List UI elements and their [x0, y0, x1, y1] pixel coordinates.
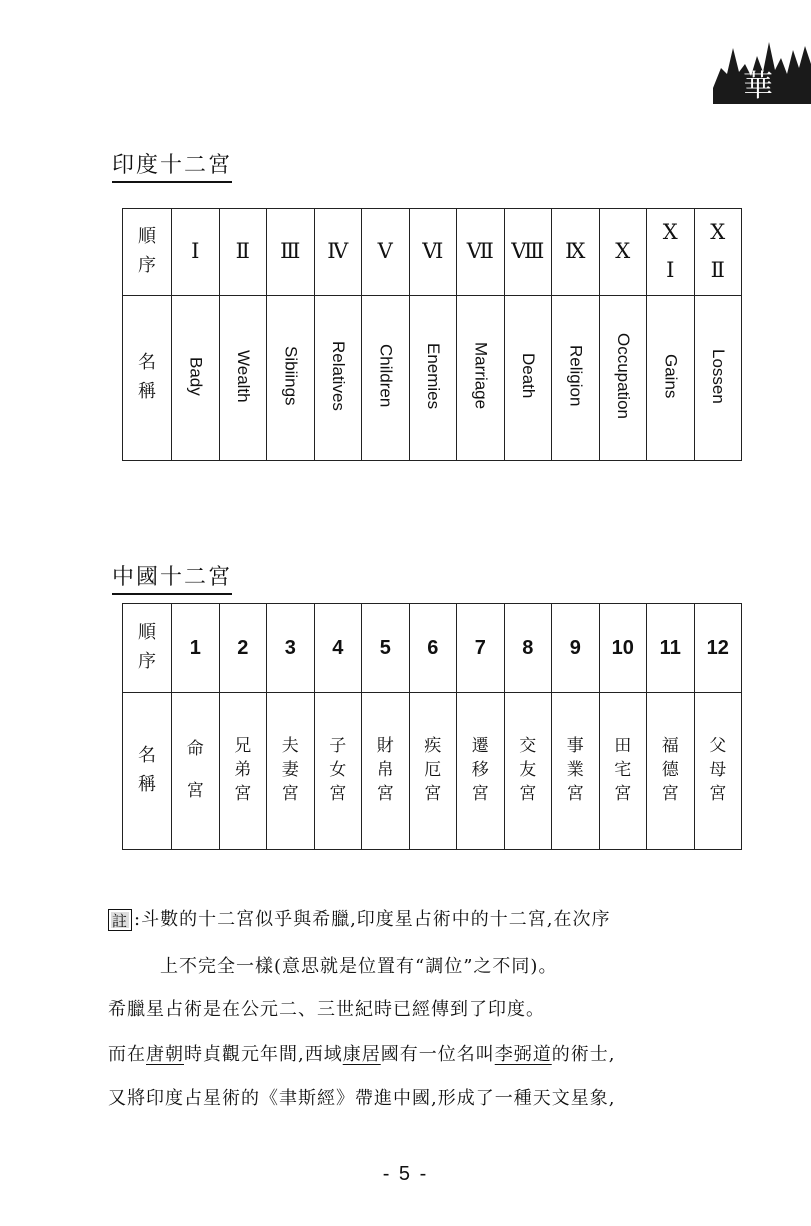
- india-order-cell: Ⅸ: [552, 209, 600, 296]
- china-order-cell: 10: [599, 604, 647, 693]
- china-order-cell: 8: [504, 604, 552, 693]
- india-order-cell: Ⅲ: [267, 209, 315, 296]
- india-order-cell: Ⅵ: [409, 209, 457, 296]
- china-name-row: [123, 693, 742, 850]
- india-name-cell: Religion: [552, 296, 600, 461]
- india-name-cell: Lossen: [694, 296, 742, 461]
- svg-text:註: 註: [111, 912, 129, 930]
- india-name-cell: Wealth: [219, 296, 267, 461]
- china-order-cell: 2: [219, 604, 267, 693]
- li-bidao: 李弼道: [494, 1044, 552, 1065]
- china-name-cell: 田 宅 宮: [599, 693, 647, 850]
- china-order-row: [123, 604, 742, 693]
- publisher-logo: [713, 28, 811, 104]
- india-houses-table: [122, 208, 742, 461]
- china-name-cell: 事 業 宮: [552, 693, 600, 850]
- india-name-cell: Occupation: [599, 296, 647, 461]
- china-name-cell: 疾 厄 宮: [409, 693, 457, 850]
- india-name-cell: Bady: [172, 296, 220, 461]
- china-order-cell: 1: [172, 604, 220, 693]
- note-line-5: 又將印度占星術的《聿斯經》帶進中國,形成了一種天文星象,: [108, 1088, 616, 1109]
- note-line-2: 上不完全一樣(意思就是位置有“調位”之不同)。: [160, 956, 558, 977]
- india-name-cell: Sibiings: [267, 296, 315, 461]
- note-line-1: 註 :斗數的十二宮似乎與希臘,印度星占術中的十二宮,在次序: [108, 905, 758, 931]
- india-order-cell: Ⅹ: [599, 209, 647, 296]
- logo-char: 華: [743, 69, 773, 104]
- india-name-row: [123, 296, 742, 461]
- china-order-cell: 9: [552, 604, 600, 693]
- india-name-cell: Gains: [647, 296, 695, 461]
- india-order-cell: Ⅱ: [219, 209, 267, 296]
- china-name-cell: 命 宮: [172, 693, 220, 850]
- page-number: - 5 -: [382, 1163, 429, 1185]
- india-order-cell: Ⅳ: [314, 209, 362, 296]
- china-order-label: 順 序: [123, 604, 172, 693]
- kangju: 康居: [342, 1044, 381, 1065]
- india-name-cell: Enemies: [409, 296, 457, 461]
- china-name-cell: 兄 弟 宮: [219, 693, 267, 850]
- india-name-cell: Relatives: [314, 296, 362, 461]
- india-name-cell: Death: [504, 296, 552, 461]
- note-line-3: 希臘星占術是在公元二、三世紀時已經傳到了印度。: [108, 999, 545, 1020]
- china-name-cell: 子 女 宮: [314, 693, 362, 850]
- china-name-cell: 遷 移 宮: [457, 693, 505, 850]
- china-order-cell: 5: [362, 604, 410, 693]
- tang-dynasty: 唐朝: [146, 1044, 184, 1065]
- china-order-cell: 11: [647, 604, 695, 693]
- china-order-cell: 4: [314, 604, 362, 693]
- india-order-cell: Ⅰ: [172, 209, 220, 296]
- india-order-row: [123, 209, 742, 296]
- india-order-cell: Ⅷ: [504, 209, 552, 296]
- china-name-cell: 財 帛 宮: [362, 693, 410, 850]
- china-order-cell: 6: [409, 604, 457, 693]
- india-heading: 印度十二宮: [112, 148, 232, 183]
- india-order-label: 順 序: [123, 209, 172, 296]
- china-name-cell: 交 友 宮: [504, 693, 552, 850]
- china-order-cell: 12: [694, 604, 742, 693]
- india-name-cell: Children: [362, 296, 410, 461]
- china-order-cell: 3: [267, 604, 315, 693]
- china-name-cell: 夫 妻 宮: [267, 693, 315, 850]
- india-order-cell: Ⅴ: [362, 209, 410, 296]
- india-order-cell: Ⅹ Ⅰ: [647, 209, 695, 296]
- india-order-cell: Ⅶ: [457, 209, 505, 296]
- note-icon: [108, 909, 132, 931]
- china-name-label: 名 稱: [123, 693, 172, 850]
- china-name-cell: 父 母 宮: [694, 693, 742, 850]
- india-order-cell: Ⅹ Ⅱ: [694, 209, 742, 296]
- india-name-label: 名 稱: [123, 296, 172, 461]
- note-line-4: 而在唐朝時貞觀元年間,西域康居國有一位名叫李弼道的術士,: [108, 1044, 616, 1065]
- india-name-cell: Marriage: [457, 296, 505, 461]
- china-order-cell: 7: [457, 604, 505, 693]
- china-houses-table: [122, 603, 742, 850]
- china-name-cell: 福 德 宮: [647, 693, 695, 850]
- china-heading: 中國十二宮: [112, 560, 232, 595]
